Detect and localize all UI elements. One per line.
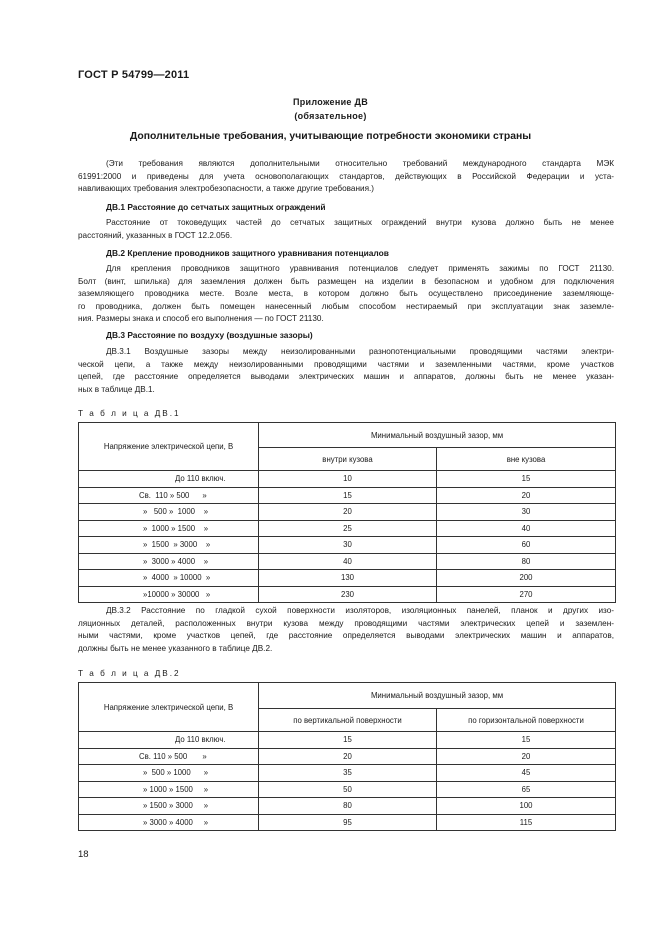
text-line: ляционных деталей, расположенных внутри кузова между проводящими частями электрических цепей и заземлен- <box>78 618 614 628</box>
table-row <box>79 748 616 765</box>
section-dv1-text <box>78 217 614 242</box>
table1-col-group: Минимальный воздушный зазор, мм <box>259 423 616 448</box>
text-line: ния. Размеры знака и способ его выполнения — по ГОСТ 21130. <box>78 314 324 324</box>
table1-col-a: внутри кузова <box>259 448 437 471</box>
value-cell-b: 15 <box>437 471 616 488</box>
value-cell-b: 115 <box>437 814 616 831</box>
value-cell-b: 20 <box>437 748 616 765</box>
text-line: Расстояние от токоведущих частей до сетчатых защитных ограждений внутри кузова должно быть не менее <box>106 218 614 227</box>
value-cell-b: 20 <box>437 487 616 504</box>
voltage-cell: » 1000 » 1500 » <box>79 520 259 537</box>
value-cell-a: 95 <box>259 814 437 831</box>
text-line: ческой цепи, а также между неизолированными проводящими частями и заземленными частями, кроме участков <box>78 359 614 369</box>
value-cell-b: 200 <box>437 570 616 587</box>
appendix-title: Дополнительные требования, учитывающие потребности экономики страны <box>129 131 532 142</box>
table-row <box>79 570 616 587</box>
voltage-cell: » 3000 » 4000 » <box>79 814 259 831</box>
document-code: ГОСТ Р 54799—2011 <box>78 69 190 81</box>
table-row <box>79 586 616 603</box>
value-cell-b: 15 <box>437 732 616 749</box>
text-line: ных в таблице ДВ.1. <box>78 384 155 394</box>
table2-col-voltage: Напряжение электрической цепи, В <box>79 683 259 732</box>
table2-col-b: по горизонтальной поверхности <box>437 709 616 732</box>
value-cell-a: 130 <box>259 570 437 587</box>
voltage-cell: » 1000 » 1500 » <box>79 781 259 798</box>
value-cell-a: 15 <box>259 487 437 504</box>
intro-paragraph <box>78 158 614 196</box>
section-dv2-text <box>78 263 614 326</box>
value-cell-a: 15 <box>259 732 437 749</box>
voltage-cell: Св. 110 » 500 » <box>79 487 259 504</box>
text-line: ными частями, кроме участков цепей, где расстояние определяется выводами электрических машин и аппаратов, <box>78 631 614 641</box>
table2-col-a: по вертикальной поверхности <box>259 709 437 732</box>
value-cell-b: 100 <box>437 798 616 815</box>
value-cell-b: 30 <box>437 504 616 521</box>
table-row <box>79 798 616 815</box>
value-cell-b: 60 <box>437 537 616 554</box>
voltage-cell: » 1500 » 3000 » <box>79 798 259 815</box>
table-row <box>79 781 616 798</box>
appendix-label: Приложение ДВ <box>292 97 369 107</box>
section-dv32-text <box>78 605 614 655</box>
table-row <box>79 814 616 831</box>
section-heading-dv1: ДВ.1 Расстояние до сетчатых защитных ограждений <box>106 202 326 212</box>
voltage-cell: До 110 включ. <box>79 471 259 488</box>
value-cell-a: 20 <box>259 748 437 765</box>
text-line: го проводника, должен быть помещен нанесенный любым способом нестираемый при эксплуатации знак заземле- <box>78 301 614 311</box>
voltage-cell: »10000 » 30000 » <box>79 586 259 603</box>
voltage-cell: » 1500 » 3000 » <box>79 537 259 554</box>
voltage-cell: » 500 » 1000 » <box>79 504 259 521</box>
appendix-status: (обязательное) <box>294 111 367 121</box>
section-dv3-text <box>78 346 614 396</box>
value-cell-a: 40 <box>259 553 437 570</box>
intro-line: (Эти требования являются дополнительными относительно требований международного стандарта МЭК <box>106 159 614 168</box>
text-line: расстояний, указанных в ГОСТ 12.2.056. <box>78 230 233 240</box>
text-line: ДВ.3.2 Расстояние по гладкой сухой поверхности изоляторов, изоляционных панелей, планок и других изо- <box>106 606 614 615</box>
table-row <box>79 537 616 554</box>
value-cell-a: 230 <box>259 586 437 603</box>
text-line: заземляющего проводника месте. Возле места, в котором должно быть осуществлено присоединение заземляюще- <box>78 289 614 299</box>
table-row <box>79 732 616 749</box>
page-number: 18 <box>78 849 89 860</box>
section-heading-dv2: ДВ.2 Крепление проводников защитного уравнивания потенциалов <box>106 248 389 258</box>
table-row <box>79 765 616 782</box>
table-row <box>79 553 616 570</box>
voltage-cell: Св. 110 » 500 » <box>79 748 259 765</box>
voltage-cell: » 500 » 1000 » <box>79 765 259 782</box>
text-line: Болт (винт, шпилька) для заземления должен быть размещен на изделии в безопасном и удобном для подключения <box>78 276 614 286</box>
value-cell-a: 25 <box>259 520 437 537</box>
value-cell-b: 40 <box>437 520 616 537</box>
table-dv1 <box>78 422 616 603</box>
value-cell-a: 50 <box>259 781 437 798</box>
voltage-cell: » 4000 » 10000 » <box>79 570 259 587</box>
value-cell-b: 45 <box>437 765 616 782</box>
value-cell-a: 80 <box>259 798 437 815</box>
table2-col-group: Минимальный воздушный зазор, мм <box>259 683 616 709</box>
table-row <box>79 504 616 521</box>
intro-line: 61991:2000 и приведены для учета основополагающих стандартов, действующих в Российской Федерации и уста- <box>78 171 614 181</box>
value-cell-b: 80 <box>437 553 616 570</box>
intro-line: навливающих требования электробезопасности, а также другие требования.) <box>78 184 375 194</box>
text-line: цепей, где расстояние определяется выводами электрических машин и аппаратов, должны быть не менее указан- <box>78 372 614 382</box>
voltage-cell: До 110 включ. <box>79 732 259 749</box>
value-cell-a: 30 <box>259 537 437 554</box>
section-heading-dv3: ДВ.3 Расстояние по воздуху (воздушные зазоры) <box>106 330 313 340</box>
value-cell-a: 10 <box>259 471 437 488</box>
value-cell-b: 65 <box>437 781 616 798</box>
text-line: Для крепления проводников защитного уравнивания потенциалов следует применять зажимы по ГОСТ 21130. <box>106 264 614 273</box>
table1-col-voltage: Напряжение электрической цепи, В <box>79 423 259 471</box>
value-cell-a: 20 <box>259 504 437 521</box>
voltage-cell: » 3000 » 4000 » <box>79 553 259 570</box>
value-cell-b: 270 <box>437 586 616 603</box>
table-row <box>79 487 616 504</box>
table1-col-b: вне кузова <box>437 448 616 471</box>
table1-caption: Т а б л и ц а ДВ.1 <box>78 409 181 418</box>
table-row <box>79 471 616 488</box>
table2-caption: Т а б л и ц а ДВ.2 <box>78 669 181 678</box>
text-line: ДВ.3.1 Воздушные зазоры между неизолированными разнопотенциальными проводящими частями электри- <box>106 347 614 356</box>
text-line: должны быть не менее указанного в таблице ДВ.2. <box>78 643 273 653</box>
table-dv2 <box>78 682 616 831</box>
table-row <box>79 520 616 537</box>
value-cell-a: 35 <box>259 765 437 782</box>
